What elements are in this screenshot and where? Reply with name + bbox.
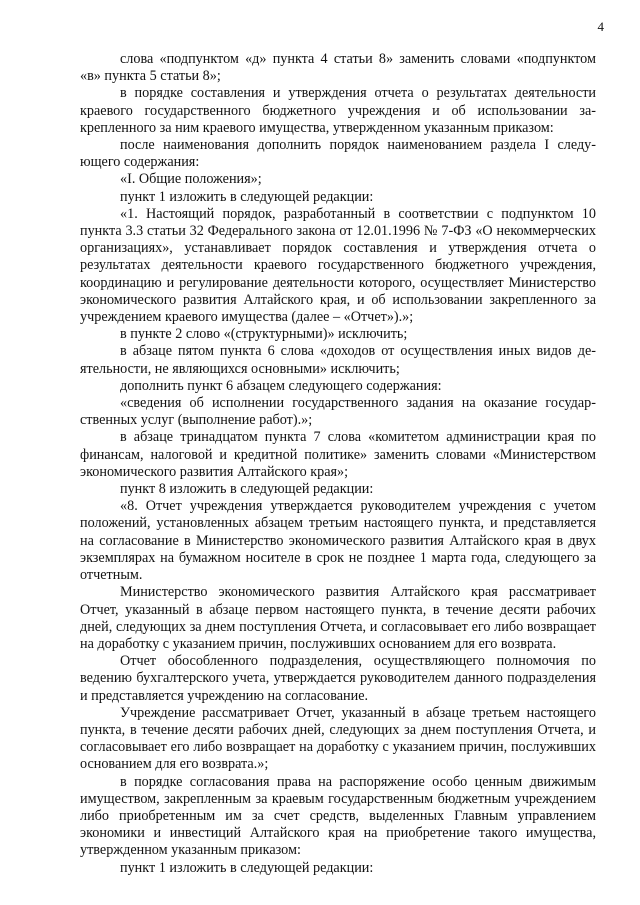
paragraph: в пункте 2 слово «(структурными)» исключить; xyxy=(120,326,408,343)
paragraph: в абзаце пятом пункта 6 слова «доходов от осуществления иных видов деятельности, не являющихся основными» исключить; xyxy=(80,343,596,377)
paragraph: слова «подпунктом «д» пункта 4 статьи 8» заменить словами «подпунктом «в» пункта 5 статьи 8»; xyxy=(80,51,596,85)
paragraph: «I. Общие положения»; xyxy=(120,171,262,188)
paragraph: в порядке составления и утверждения отчета о результатах деятельности краевого государственного бюджетного учреждения и об использовании закрепленного за ним краевого имущества, утвержденном указанным приказом: xyxy=(80,85,596,136)
paragraph: Учреждение рассматривает Отчет, указанный в абзаце третьем настоящего пункта, в течение десяти рабочих дней, следующих за днем поступления Отчета, и согласовывает его либо возвращает на доработку с указанием причин, послуживших основанием для его возврата.»; xyxy=(80,704,596,773)
paragraph: Отчет обособленного подразделения, осуществляющего полномочия по ведению бухгалтерского учета, утверждается руководителем данного подразделения и представляется учреждению на согласование. xyxy=(80,653,596,704)
document-body xyxy=(80,51,596,877)
paragraph: «1. Настоящий порядок, разработанный в соответствии с подпунктом 10 пункта 3.3 статьи 32 Федерального закона от 12.01.1996 № 7-ФЗ «О некоммерческих организациях», устанавливает порядок составления и утверждения отчета о результатах деятельности краевого государственного бюджетного учреждения, координацию и регулирование деятельности которого, осуществляет Министерство экономического развития Алтайского края, и об использовании закрепленного за учреждением краевого имущества (далее – «Отчет»).»; xyxy=(80,205,596,326)
paragraph: «сведения об исполнении государственного задания на оказание государственных услуг (выполнение работ).»; xyxy=(80,395,596,429)
paragraph: пункт 1 изложить в следующей редакции: xyxy=(120,188,374,205)
paragraph: пункт 8 изложить в следующей редакции: xyxy=(120,481,374,498)
paragraph: пункт 1 изложить в следующей редакции: xyxy=(120,859,374,876)
paragraph: в порядке согласования права на распоряжение особо ценным движимым имуществом, закрепленным за краевым государственным бюджетным учреждением либо приобретенным им за счет средств, выделенных Главным управлением экономики и инвестиций Алтайского края на приобретение такого имущества, утвержденном указанным приказом: xyxy=(80,773,596,859)
paragraph: в абзаце тринадцатом пункта 7 слова «комитетом администрации края по финансам, налоговой и кредитной политике» заменить словами «Министерством экономического развития Алтайского края»; xyxy=(80,429,596,480)
paragraph: дополнить пункт 6 абзацем следующего содержания: xyxy=(120,377,442,394)
paragraph: «8. Отчет учреждения утверждается руководителем учреждения с учетом положений, установленных абзацем третьим настоящего пункта, и представляется на согласование в Министерство экономического развития Алтайского края в двух экземплярах на бумажном носителе в срок не позднее 1 марта года, следующего за отчетным. xyxy=(80,498,596,584)
paragraph: Министерство экономического развития Алтайского края рассматривает Отчет, указанный в абзаце первом настоящего пункта, в течение десяти рабочих дней, следующих за днем поступления Отчета, и согласовывает его либо возвращает на доработку с указанием причин, послуживших основанием для его возврата. xyxy=(80,584,596,652)
paragraph: после наименования дополнить порядок наименованием раздела I следующего содержания: xyxy=(80,137,596,171)
page-number: 4 xyxy=(597,19,604,34)
